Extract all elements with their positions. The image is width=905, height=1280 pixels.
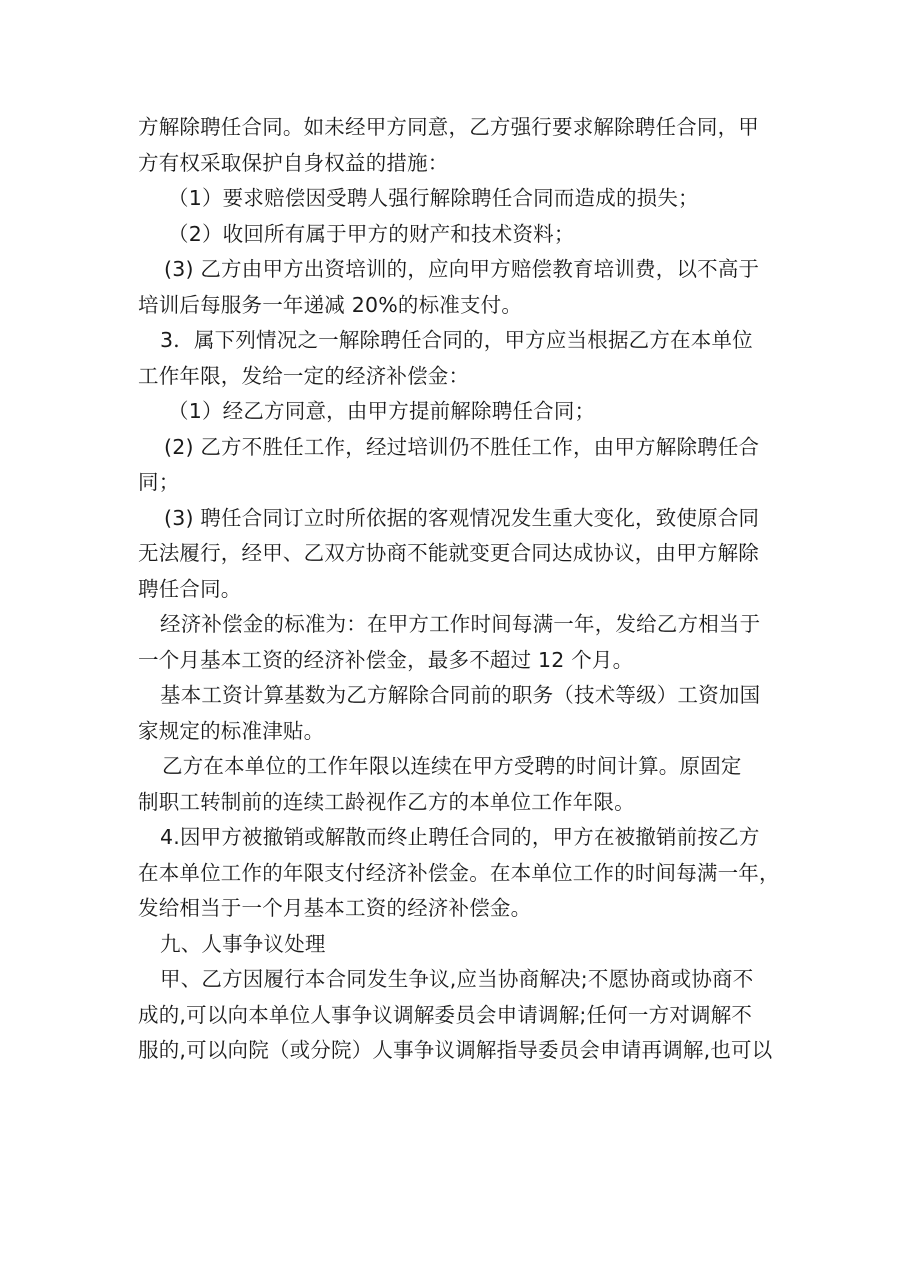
text-line: （2）收回所有属于甲方的财产和技术资料； <box>168 221 575 246</box>
text-line: 基本工资计算基数为乙方解除合同前的职务（技术等级）工资加国 <box>160 683 761 707</box>
text-line: 甲、乙方因履行本合同发生争议,应当协商解决;不愿协商或协商不 <box>160 967 754 991</box>
text-line: （1）经乙方同意，由甲方提前解除聘任合同； <box>168 399 596 423</box>
text-line: 家规定的标准津贴。 <box>138 718 325 743</box>
text-line: 制职工转制前的连续工龄视作乙方的本单位工作年限。 <box>138 789 635 814</box>
text-line: (3) 乙方由甲方出资培训的，应向甲方赔偿教育培训费，以不高于 <box>164 257 760 281</box>
text-line: 发给相当于一个月基本工资的经济补偿金。 <box>138 896 532 920</box>
text-line: 一个月基本工资的经济补偿金，最多不超过 12 个月。 <box>138 647 634 672</box>
text-line: 4.因甲方被撤销或解散而终止聘任合同的，甲方在被撤销前按乙方 <box>160 825 760 849</box>
body-text <box>138 110 778 1069</box>
text-line: 成的,可以向本单位人事争议调解委员会申请调解;任何一方对调解不 <box>138 1002 753 1027</box>
text-line: （1）要求赔偿因受聘人强行解除聘任合同而造成的损失； <box>168 186 699 210</box>
text-line: 在本单位工作的年限支付经济补偿金。在本单位工作的时间每满一年， <box>138 860 780 885</box>
text-line: 经济补偿金的标准为：在甲方工作时间每满一年，发给乙方相当于 <box>160 612 761 636</box>
text-line: (2) 乙方不胜任工作，经过培训仍不胜任工作，由甲方解除聘任合 <box>164 434 760 459</box>
text-line: 无法履行，经甲、乙双方协商不能就变更合同达成协议，由甲方解除 <box>138 541 759 565</box>
text-line: 乙方在本单位的工作年限以连续在甲方受聘的时间计算。原固定 <box>162 754 742 778</box>
text-line: (3) 聘任合同订立时所依据的客观情况发生重大变化，致使原合同 <box>164 505 760 530</box>
text-line: 培训后每服务一年递减 20%的标准支付。 <box>138 292 523 317</box>
section-heading: 九、人事争议处理 <box>160 931 326 956</box>
text-line: 3．属下列情况之一解除聘任合同的，甲方应当根据乙方在本单位 <box>160 328 753 352</box>
text-line: 方有权采取保护自身权益的措施： <box>138 150 449 175</box>
text-line: 方解除聘任合同。如未经甲方同意，乙方强行要求解除聘任合同，甲 <box>138 115 759 139</box>
text-line: 聘任合同。 <box>138 576 242 601</box>
text-line: 工作年限，发给一定的经济补偿金： <box>138 363 470 388</box>
text-line: 服的,可以向院（或分院）人事争议调解指导委员会申请再调解,也可以 <box>138 1038 773 1062</box>
text-line: 同； <box>138 470 180 494</box>
